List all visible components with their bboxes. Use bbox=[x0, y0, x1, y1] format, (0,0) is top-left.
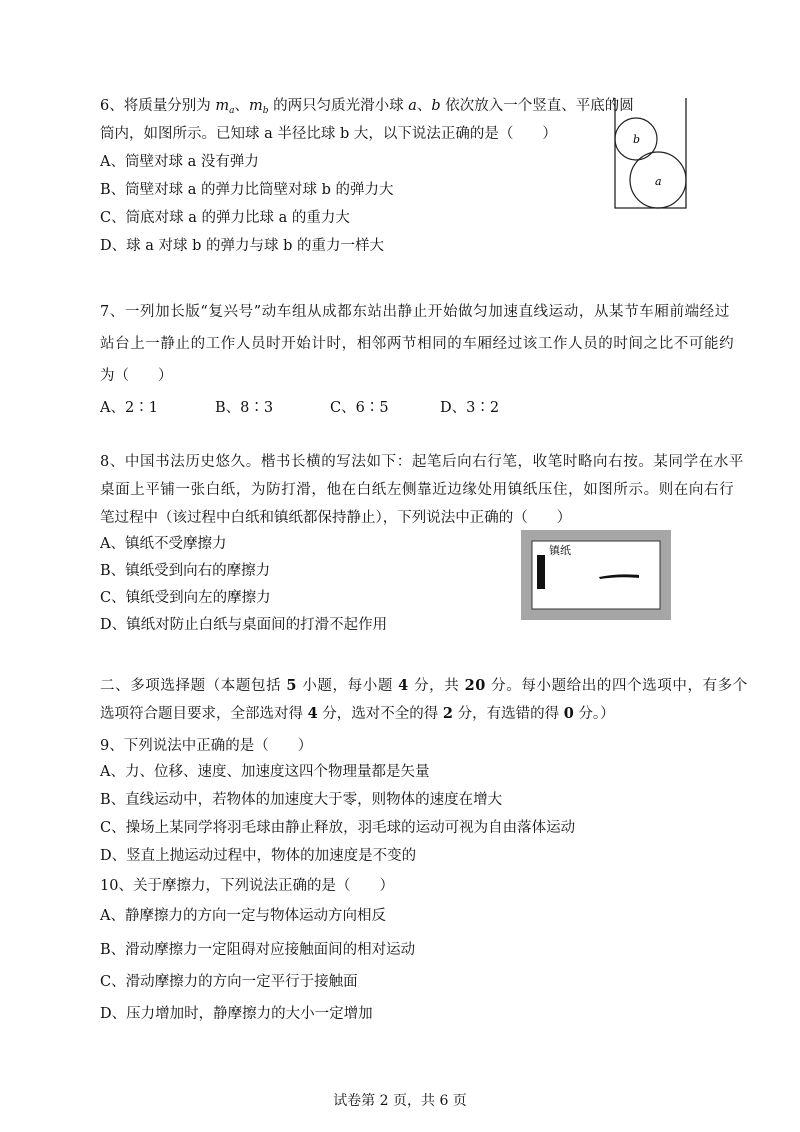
q8-option-d: D、镇纸对防止白纸与桌面间的打滑不起作用 bbox=[100, 617, 388, 633]
q6-option-c: C、筒底对球 a 的弹力比球 a 的重力大 bbox=[100, 210, 350, 226]
q7-option-b: B、8∶3 bbox=[215, 400, 274, 416]
q9-option-b: B、直线运动中，若物体的加速度大于零，则物体的速度在增大 bbox=[100, 792, 503, 808]
q7-option-d: D、3∶2 bbox=[440, 400, 500, 416]
ball-a-label: a bbox=[655, 175, 662, 188]
q8-option-c: C、镇纸受到向左的摩擦力 bbox=[100, 590, 271, 606]
q8-option-b: B、镇纸受到向右的摩擦力 bbox=[100, 563, 271, 579]
q6-stem-line2: 筒内，如图所示。已知球 a 半径比球 b 大，以下说法正确的是（ ） bbox=[100, 126, 557, 142]
q10-option-d: D、压力增加时，静摩擦力的大小一定增加 bbox=[100, 1006, 373, 1022]
ball-b-label: b bbox=[633, 133, 641, 146]
q9-option-c: C、操场上某同学将羽毛球由静止释放，羽毛球的运动可视为自由落体运动 bbox=[100, 820, 576, 836]
paperweight bbox=[537, 555, 545, 589]
q7-option-c: C、6∶5 bbox=[330, 400, 389, 416]
q7-stem-line3: 为（ ） bbox=[100, 368, 173, 384]
q7-stem-line1: 7、一列加长版“复兴号”动车组从成都东站出静止开始做匀加速直线运动，从某节车厢前端经过 bbox=[100, 304, 730, 320]
q8-paperweight-figure bbox=[521, 530, 671, 620]
q8-option-a: A、镇纸不受摩擦力 bbox=[100, 536, 227, 552]
q10-option-a: A、静摩擦力的方向一定与物体运动方向相反 bbox=[100, 908, 386, 924]
q10-option-c: C、滑动摩擦力的方向一定平行于接触面 bbox=[100, 974, 358, 990]
q6-option-b: B、筒壁对球 a 的弹力比筒壁对球 b 的弹力大 bbox=[100, 182, 394, 198]
q8-stem-line3: 笔过程中（该过程中白纸和镇纸都保持静止），下列说法中正确的（ ） bbox=[100, 510, 572, 526]
q6-cylinder-figure bbox=[610, 98, 692, 212]
page-footer: 试卷第 2 页，共 6 页 bbox=[333, 1093, 467, 1109]
q8-stem-line1: 8、中国书法历史悠久。楷书长横的写法如下：起笔后向右行笔，收笔时略向右按。某同学在水平 bbox=[100, 454, 745, 470]
q9-option-a: A、力、位移、速度、加速度这四个物理量都是矢量 bbox=[100, 764, 430, 780]
paperweight-label: 镇纸 bbox=[549, 544, 571, 557]
q6-stem-line1: 6、将质量分别为 $m_a$、$m_b$ 的两只匀质光滑小球 a、b 依次放入一个竖直、平底的圆 bbox=[100, 98, 634, 116]
section2-heading-line1: 二、多项选择题（本题包括 5 小题，每小题 4 分，共 20 分。每小题给出的四个选项中，有多个 bbox=[100, 677, 748, 694]
q7-stem-line2: 站台上一静止的工作人员时开始计时，相邻两节相同的车厢经过该工作人员的时间之比不可能约 bbox=[100, 336, 735, 352]
section2-heading-line2: 选项符合题目要求，全部选对得 4 分，选对不全的得 2 分，有选错的得 0 分。） bbox=[100, 705, 615, 722]
q7-option-a: A、2∶1 bbox=[100, 400, 158, 416]
q9-option-d: D、竖直上抛运动过程中，物体的加速度是不变的 bbox=[100, 848, 417, 864]
q6-option-a: A、筒壁对球 a 没有弹力 bbox=[100, 154, 259, 170]
q6-option-d: D、球 a 对球 b 的弹力与球 b 的重力一样大 bbox=[100, 238, 384, 254]
q10-option-b: B、滑动摩擦力一定阻碍对应接触面间的相对运动 bbox=[100, 942, 416, 958]
q8-stem-line2: 桌面上平铺一张白纸，为防打滑，他在白纸左侧靠近边缘处用镇纸压住，如图所示。则在向右行 bbox=[100, 482, 735, 498]
q9-stem: 9、下列说法中正确的是（ ） bbox=[100, 738, 313, 754]
q10-stem: 10、关于摩擦力，下列说法正确的是（ ） bbox=[100, 878, 394, 894]
